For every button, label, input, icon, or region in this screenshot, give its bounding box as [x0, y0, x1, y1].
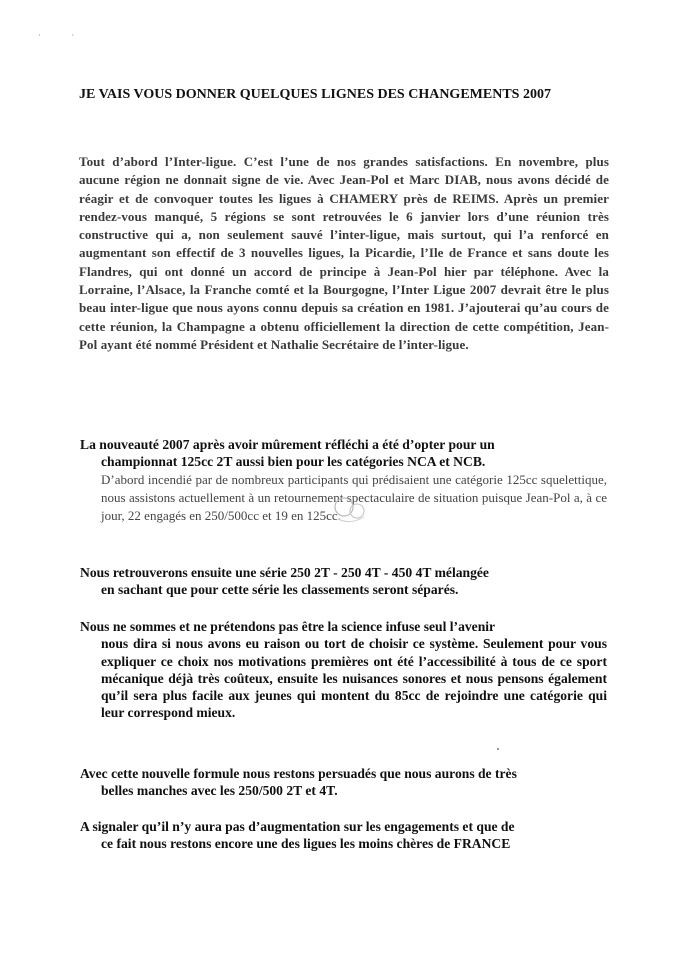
- paragraph-nouveaute-line-2: championnat 125cc 2T aussi bien pour les catégories NCA et NCB.: [101, 454, 486, 470]
- faint-stamp-mark: [330, 493, 370, 527]
- paragraph-serie-250: [80, 564, 607, 599]
- paragraph-science-infuse: [80, 618, 607, 722]
- scan-speck: [497, 748, 499, 750]
- paragraph-serie-body: en sachant que pour cette série les classements seront séparés.: [101, 582, 459, 598]
- paragraph-formule-body: belles manches avec les 250/500 2T et 4T.: [101, 783, 338, 799]
- paragraph-nouveaute-body: D’abord incendié par de nombreux participants qui prédisaient une catégorie 125cc squelettique, nous assistons actuellement à un retournement spectaculaire de situation puisque Jean-Pol a, à ce jour, 22 engagés en 250/500cc et 19 en 125cc.: [101, 471, 607, 523]
- document-title: JE VAIS VOUS DONNER QUELQUES LIGNES DES CHANGEMENTS 2007: [79, 87, 551, 102]
- paragraph-science-line-1: Nous ne sommes et ne prétendons pas être la science infuse seul l’avenir: [80, 619, 496, 634]
- paragraph-science-body: nous dira si nous avons eu raison ou tort de choisir ce système. Seulement pour vous expliquer ce choix nos motivations premières ont été l’accessibilité à tous de ce sport mécanique déjà très coûteux, ensuite les nuisances sonores et nous pensons également qu’il sera plus facile aux jeunes qui montent du 85cc de rejoindre une catégorie qui leur correspond mieux.: [101, 636, 607, 721]
- scan-specks: · ·: [38, 30, 89, 40]
- paragraph-nouvelle-formule: [80, 765, 607, 800]
- paragraph-engagements-body: ce fait nous restons encore une des ligues les moins chères de FRANCE: [101, 836, 511, 852]
- paragraph-formule-line-1: Avec cette nouvelle formule nous restons persuadés que nous aurons de très: [80, 766, 517, 781]
- paragraph-inter-ligue: Tout d’abord l’Inter-ligue. C’est l’une de nos grandes satisfactions. En novembre, plus aucune région ne donnait signe de vie. Avec Jean-Pol et Marc DIAB, nous avons décidé de réagir et de convoquer toutes les ligues à CHAMERY près de REIMS. Après un premier rendez-vous manqué, 5 régions se sont retrouvées le 6 janvier lors d’une réunion très constructive qui a, non seulement sauvé l’inter-ligue, mais surtout, qui l’a renforcé en augmentant son effectif de 3 nouvelles ligues, la Picardie, l’Ile de France et sans doute les Flandres, qui ont donné un accord de principe à Jean-Pol hier par téléphone. Avec la Lorraine, l’Alsace, la Franche comté et la Bourgogne, l’Inter Ligue 2007 devrait être le plus beau inter-ligue que nous ayons connu depuis sa création en 1981. J’ajouterai qu’au cours de cette réunion, la Champagne a obtenu officiellement la direction de cette compétition, Jean-Pol ayant été nommé Président et Nathalie Secrétaire de l’inter-ligue.: [79, 154, 609, 352]
- paragraph-engagements: [80, 818, 607, 853]
- paragraph-engagements-line-1: A signaler qu’il n’y aura pas d’augmentation sur les engagements et que de: [80, 819, 515, 834]
- paragraph-nouveaute-line-1: La nouveauté 2007 après avoir mûrement réfléchi a été d’opter pour un: [80, 437, 495, 452]
- paragraph-serie-line-1: Nous retrouverons ensuite une série 250 2T - 250 4T - 450 4T mélangée: [80, 565, 489, 580]
